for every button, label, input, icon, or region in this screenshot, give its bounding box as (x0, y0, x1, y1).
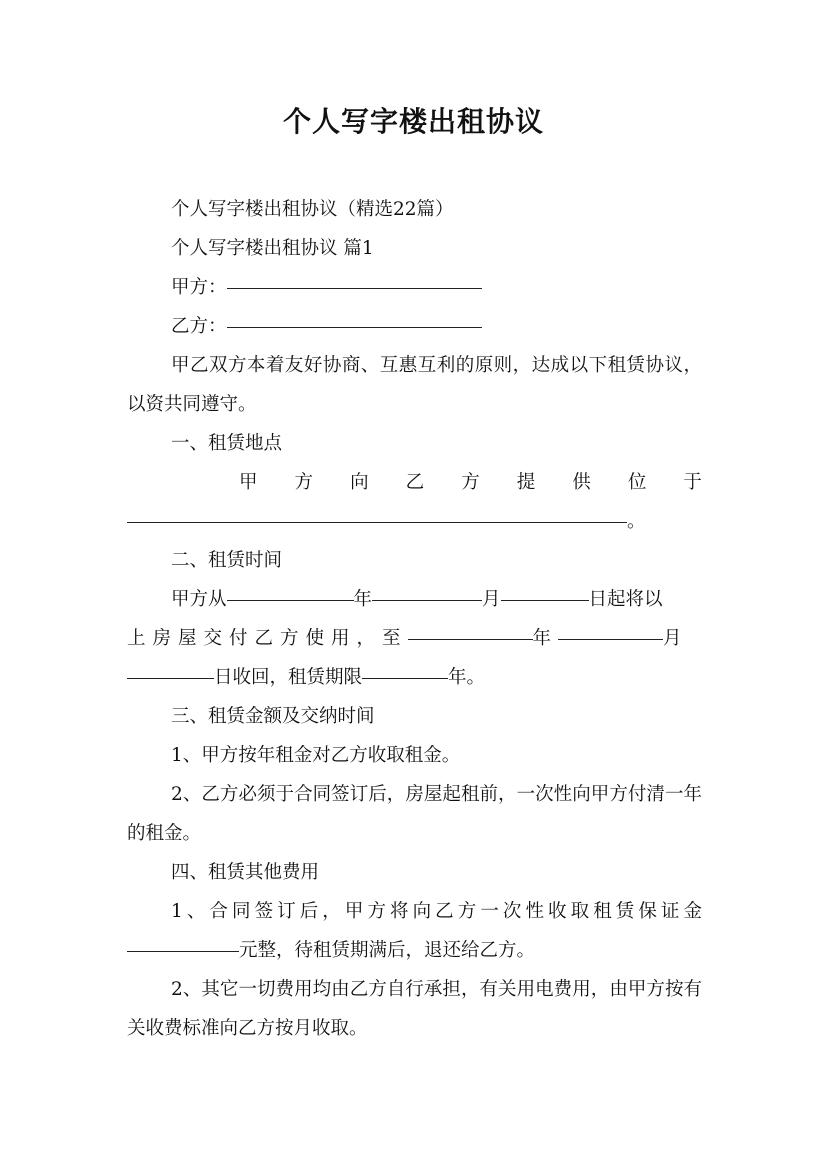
party-b-blank (227, 326, 482, 328)
section2-line2 (127, 619, 702, 658)
preamble: 甲乙双方本着友好协商、互惠互利的原则，达成以下租赁协议，以资共同遵守。 (127, 355, 702, 415)
party-b-label: 乙方： (171, 316, 227, 337)
end-day-blank (127, 677, 214, 679)
section1-char: 乙 (405, 472, 425, 493)
section1-spread-line (127, 463, 702, 502)
end-month-blank (558, 638, 663, 640)
section2-line1 (127, 580, 702, 619)
section1-heading: 一、租赁地点 (171, 433, 283, 454)
section1-char: 于 (683, 472, 702, 493)
start-day-blank (501, 599, 589, 601)
subtitle: 个人写字楼出租协议（精选22篇） (171, 199, 454, 220)
document-title: 个人写字楼出租协议 (282, 105, 544, 138)
section1-char: 位 (627, 472, 647, 493)
party-a-blank (227, 287, 482, 289)
section2-line3 (127, 658, 702, 697)
section3-heading: 三、租赁金额及交纳时间 (171, 706, 375, 727)
end-year-blank (408, 638, 533, 640)
section1-char: 方 (294, 472, 314, 493)
section4-heading: 四、租赁其他费用 (171, 862, 320, 883)
address-blank (127, 521, 627, 523)
s2-text: 上房屋交付乙方使用，至 (127, 628, 408, 649)
s2-text: 年。 (448, 667, 486, 688)
section2-heading: 二、租赁时间 (171, 550, 283, 571)
s4-text: 元整，待租赁期满后，退还给乙方。 (239, 940, 536, 961)
s2-text: 日起将以 (588, 589, 663, 610)
party-a-line (127, 268, 702, 307)
start-year-blank (227, 599, 354, 601)
s2-text: 日收回，租赁期限 (214, 667, 363, 688)
chapter-heading: 个人写字楼出租协议 篇1 (171, 238, 374, 259)
section3-item2: 2、乙方必须于合同签订后，房屋起租前，一次性向甲方付清一年的租金。 (127, 784, 702, 844)
section1-address-line (127, 502, 702, 541)
section1-char: 甲 (239, 472, 258, 493)
party-a-label: 甲方： (171, 277, 227, 298)
party-b-line (127, 307, 702, 346)
start-month-blank (372, 599, 482, 601)
section1-char: 供 (572, 472, 591, 493)
s2-text: 月 (663, 628, 689, 649)
section3-item1: 1、甲方按年租金对乙方收取租金。 (171, 745, 461, 766)
document-body (127, 190, 702, 1048)
s2-text: 年 (532, 628, 559, 649)
s2-text: 月 (482, 589, 501, 610)
s4-text: 1、合同签订后，甲方将向乙方一次性收取租赁保证金 (171, 901, 702, 922)
s2-text: 甲方从 (171, 589, 227, 610)
section1-end: 。 (627, 511, 646, 532)
s2-text: 年 (353, 589, 373, 610)
section1-char: 向 (350, 472, 369, 493)
deposit-blank (127, 950, 239, 952)
term-years-blank (362, 677, 448, 679)
section1-char: 方 (461, 472, 480, 493)
section4-item1 (127, 892, 702, 970)
section1-char: 提 (516, 472, 536, 493)
section4-item2: 2、其它一切费用均由乙方自行承担，有关用电费用，由甲方按有关收费标准向乙方按月收取。 (127, 979, 702, 1039)
